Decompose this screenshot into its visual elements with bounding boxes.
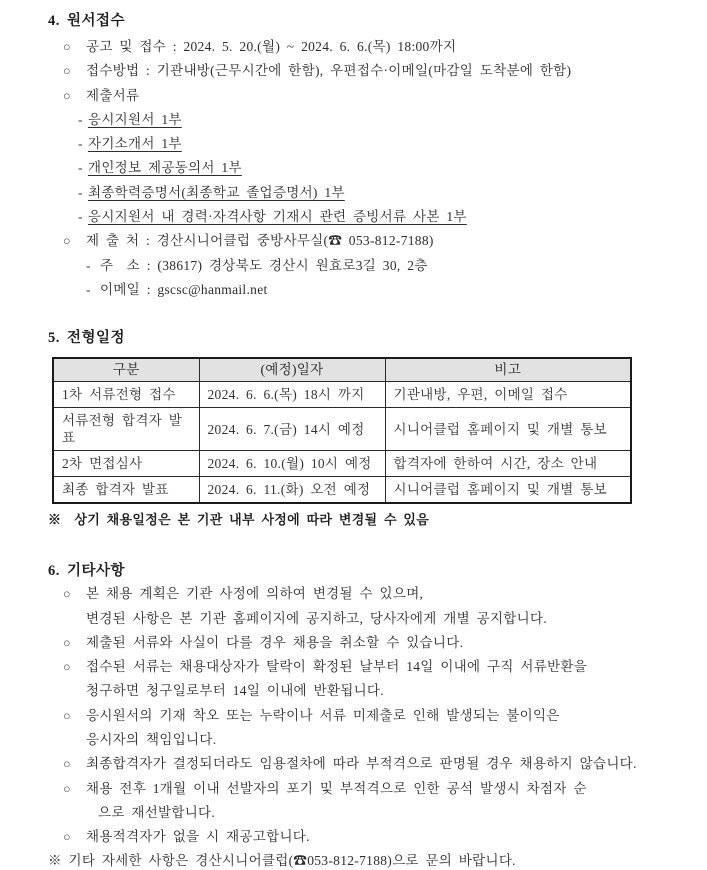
circle-bullet-icon: ○ xyxy=(63,635,71,650)
list-item-text: 제출된 서류와 사실이 다를 경우 채용을 취소할 수 있습니다. xyxy=(86,634,464,650)
table-cell: 2차 면접심사 xyxy=(53,451,199,477)
list-item-text: 주 소 : (38617) 경상북도 경산시 원효로3길 30, 2층 xyxy=(100,257,428,273)
list-item-text: 개인정보 제공동의서 1부 xyxy=(88,160,242,176)
list-item xyxy=(48,132,687,156)
table-cell: 2024. 6. 7.(금) 14시 예정 xyxy=(199,408,385,451)
table-row xyxy=(53,451,631,477)
list-item xyxy=(48,582,687,606)
list-item xyxy=(48,84,687,108)
list-item-text: 자기소개서 1부 xyxy=(88,136,182,152)
list-item xyxy=(48,59,687,83)
table-cell: 2024. 6. 10.(월) 10시 예정 xyxy=(199,451,385,477)
section-application xyxy=(48,10,687,302)
circle-bullet-icon: ○ xyxy=(63,708,71,723)
dash-bullet-icon: - xyxy=(78,209,83,225)
dash-bullet-icon: - xyxy=(78,111,83,127)
list-item-text: 응시자의 책임입니다. xyxy=(86,732,217,748)
list-item xyxy=(48,156,687,180)
list-item-text: 채용 전후 1개월 이내 선발자의 포기 및 부적격으로 인한 공석 발생시 차점자 순 xyxy=(86,780,587,796)
list-item xyxy=(48,181,687,205)
list-item xyxy=(48,777,687,801)
table-cell: 서류전형 합격자 발표 xyxy=(53,408,199,451)
list-item-text: 본 채용 계획은 기관 사정에 의하여 변경될 수 있으며, xyxy=(86,586,424,602)
table-cell: 기관내방, 우편, 이메일 접수 xyxy=(385,382,631,408)
list-item-text: 접수방법 : 기관내방(근무시간에 한함), 우편접수·이메일(마감일 도착분에 한함) xyxy=(86,63,572,79)
list-item-text: 이메일 : gscsc@hanmail.net xyxy=(100,281,268,297)
list-item xyxy=(48,35,687,59)
table-cell: 시니어클럽 홈페이지 및 개별 통보 xyxy=(385,477,631,504)
table-cell: 합격자에 한하여 시간, 장소 안내 xyxy=(385,451,631,477)
section-4-heading: 4. 원서접수 xyxy=(48,13,126,29)
table-row xyxy=(53,477,631,504)
list-item xyxy=(48,229,687,253)
section-misc xyxy=(48,560,687,869)
list-item-text: 으로 재선발합니다. xyxy=(98,804,216,820)
table-cell: 1차 서류전형 접수 xyxy=(53,382,199,408)
table-cell: 2024. 6. 11.(화) 오전 예정 xyxy=(199,477,385,504)
table-cell: 2024. 6. 6.(목) 18시 까지 xyxy=(199,382,385,408)
dash-bullet-icon: - xyxy=(86,257,91,273)
list-item-text: 접수된 서류는 채용대상자가 탈락이 확정된 날부터 14일 이내에 구직 서류반환을 xyxy=(86,659,588,675)
circle-bullet-icon: ○ xyxy=(63,781,71,796)
list-item xyxy=(48,278,687,302)
table-row xyxy=(53,408,631,451)
list-item xyxy=(48,205,687,229)
list-item xyxy=(48,631,687,655)
list-item-text: 응시지원서 내 경력·자격사항 기재시 관련 증빙서류 사본 1부 xyxy=(88,209,467,225)
list-item xyxy=(48,704,687,728)
list-item-text: 변경된 사항은 본 기관 홈페이지에 공지하고, 당사자에게 개별 공지합니다. xyxy=(86,610,547,626)
list-item-text: 최종합격자가 결정되더라도 임용절차에 따라 부적격으로 판명될 경우 채용하지 않습니다. xyxy=(86,756,637,772)
circle-bullet-icon: ○ xyxy=(63,40,71,54)
list-item xyxy=(48,607,687,631)
list-item-text: 제 출 처 : 경산시니어클럽 중방사무실(☎ 053-812-7188) xyxy=(86,233,434,249)
circle-bullet-icon: ○ xyxy=(63,660,71,675)
list-item-text: 채용적격자가 없을 시 재공고합니다. xyxy=(86,829,310,845)
footer-inquiry-note: ※ 기타 자세한 사항은 경산시니어클럽(☎053-812-7188)으로 문의 바랍니다. xyxy=(48,852,516,868)
list-item-text: 공고 및 접수 : 2024. 5. 20.(월) ~ 2024. 6. 6.(목) 18:00까지 xyxy=(86,39,457,54)
circle-bullet-icon: ○ xyxy=(63,757,71,772)
circle-bullet-icon: ○ xyxy=(63,64,71,79)
list-item xyxy=(48,801,687,825)
table-header-cell: 구분 xyxy=(53,358,199,382)
list-item xyxy=(48,679,687,703)
dash-bullet-icon: - xyxy=(78,184,83,200)
list-item-text: 응시지원서 1부 xyxy=(88,111,182,127)
dash-bullet-icon: - xyxy=(78,160,83,176)
circle-bullet-icon: ○ xyxy=(63,88,71,103)
list-item xyxy=(48,825,687,849)
dash-bullet-icon: - xyxy=(86,281,91,297)
schedule-table xyxy=(52,357,632,504)
dash-bullet-icon: - xyxy=(78,136,83,152)
circle-bullet-icon: ○ xyxy=(63,234,71,249)
schedule-note: ※ 상기 채용일정은 본 기관 내부 사정에 따라 변경될 수 있음 xyxy=(48,512,430,528)
list-item xyxy=(48,752,687,776)
list-item xyxy=(48,728,687,752)
table-cell: 최종 합격자 발표 xyxy=(53,477,199,504)
schedule-table-header-row xyxy=(53,358,631,382)
section-5-heading: 5. 전형일정 xyxy=(48,330,126,347)
list-item-text: 청구하면 청구일로부터 14일 이내에 반환됩니다. xyxy=(86,683,384,699)
section-4-list xyxy=(48,35,687,302)
table-header-cell: (예정)일자 xyxy=(199,358,385,382)
table-row xyxy=(53,382,631,408)
table-header-cell: 비고 xyxy=(385,358,631,382)
list-item-text: 제출서류 xyxy=(86,87,140,103)
list-item-text: 최종학력증명서(최종학교 졸업증명서) 1부 xyxy=(88,184,345,200)
list-item xyxy=(48,655,687,679)
table-cell: 시니어클럽 홈페이지 및 개별 통보 xyxy=(385,408,631,451)
circle-bullet-icon: ○ xyxy=(63,587,71,602)
section-schedule xyxy=(48,327,687,530)
list-item xyxy=(48,254,687,278)
list-item-text: 응시원서의 기재 착오 또는 누락이나 서류 미제출로 인해 발생되는 불이익은 xyxy=(86,707,560,723)
section-6-list xyxy=(48,582,687,849)
list-item xyxy=(48,108,687,132)
circle-bullet-icon: ○ xyxy=(63,830,71,845)
section-6-heading: 6. 기타사항 xyxy=(48,563,126,580)
